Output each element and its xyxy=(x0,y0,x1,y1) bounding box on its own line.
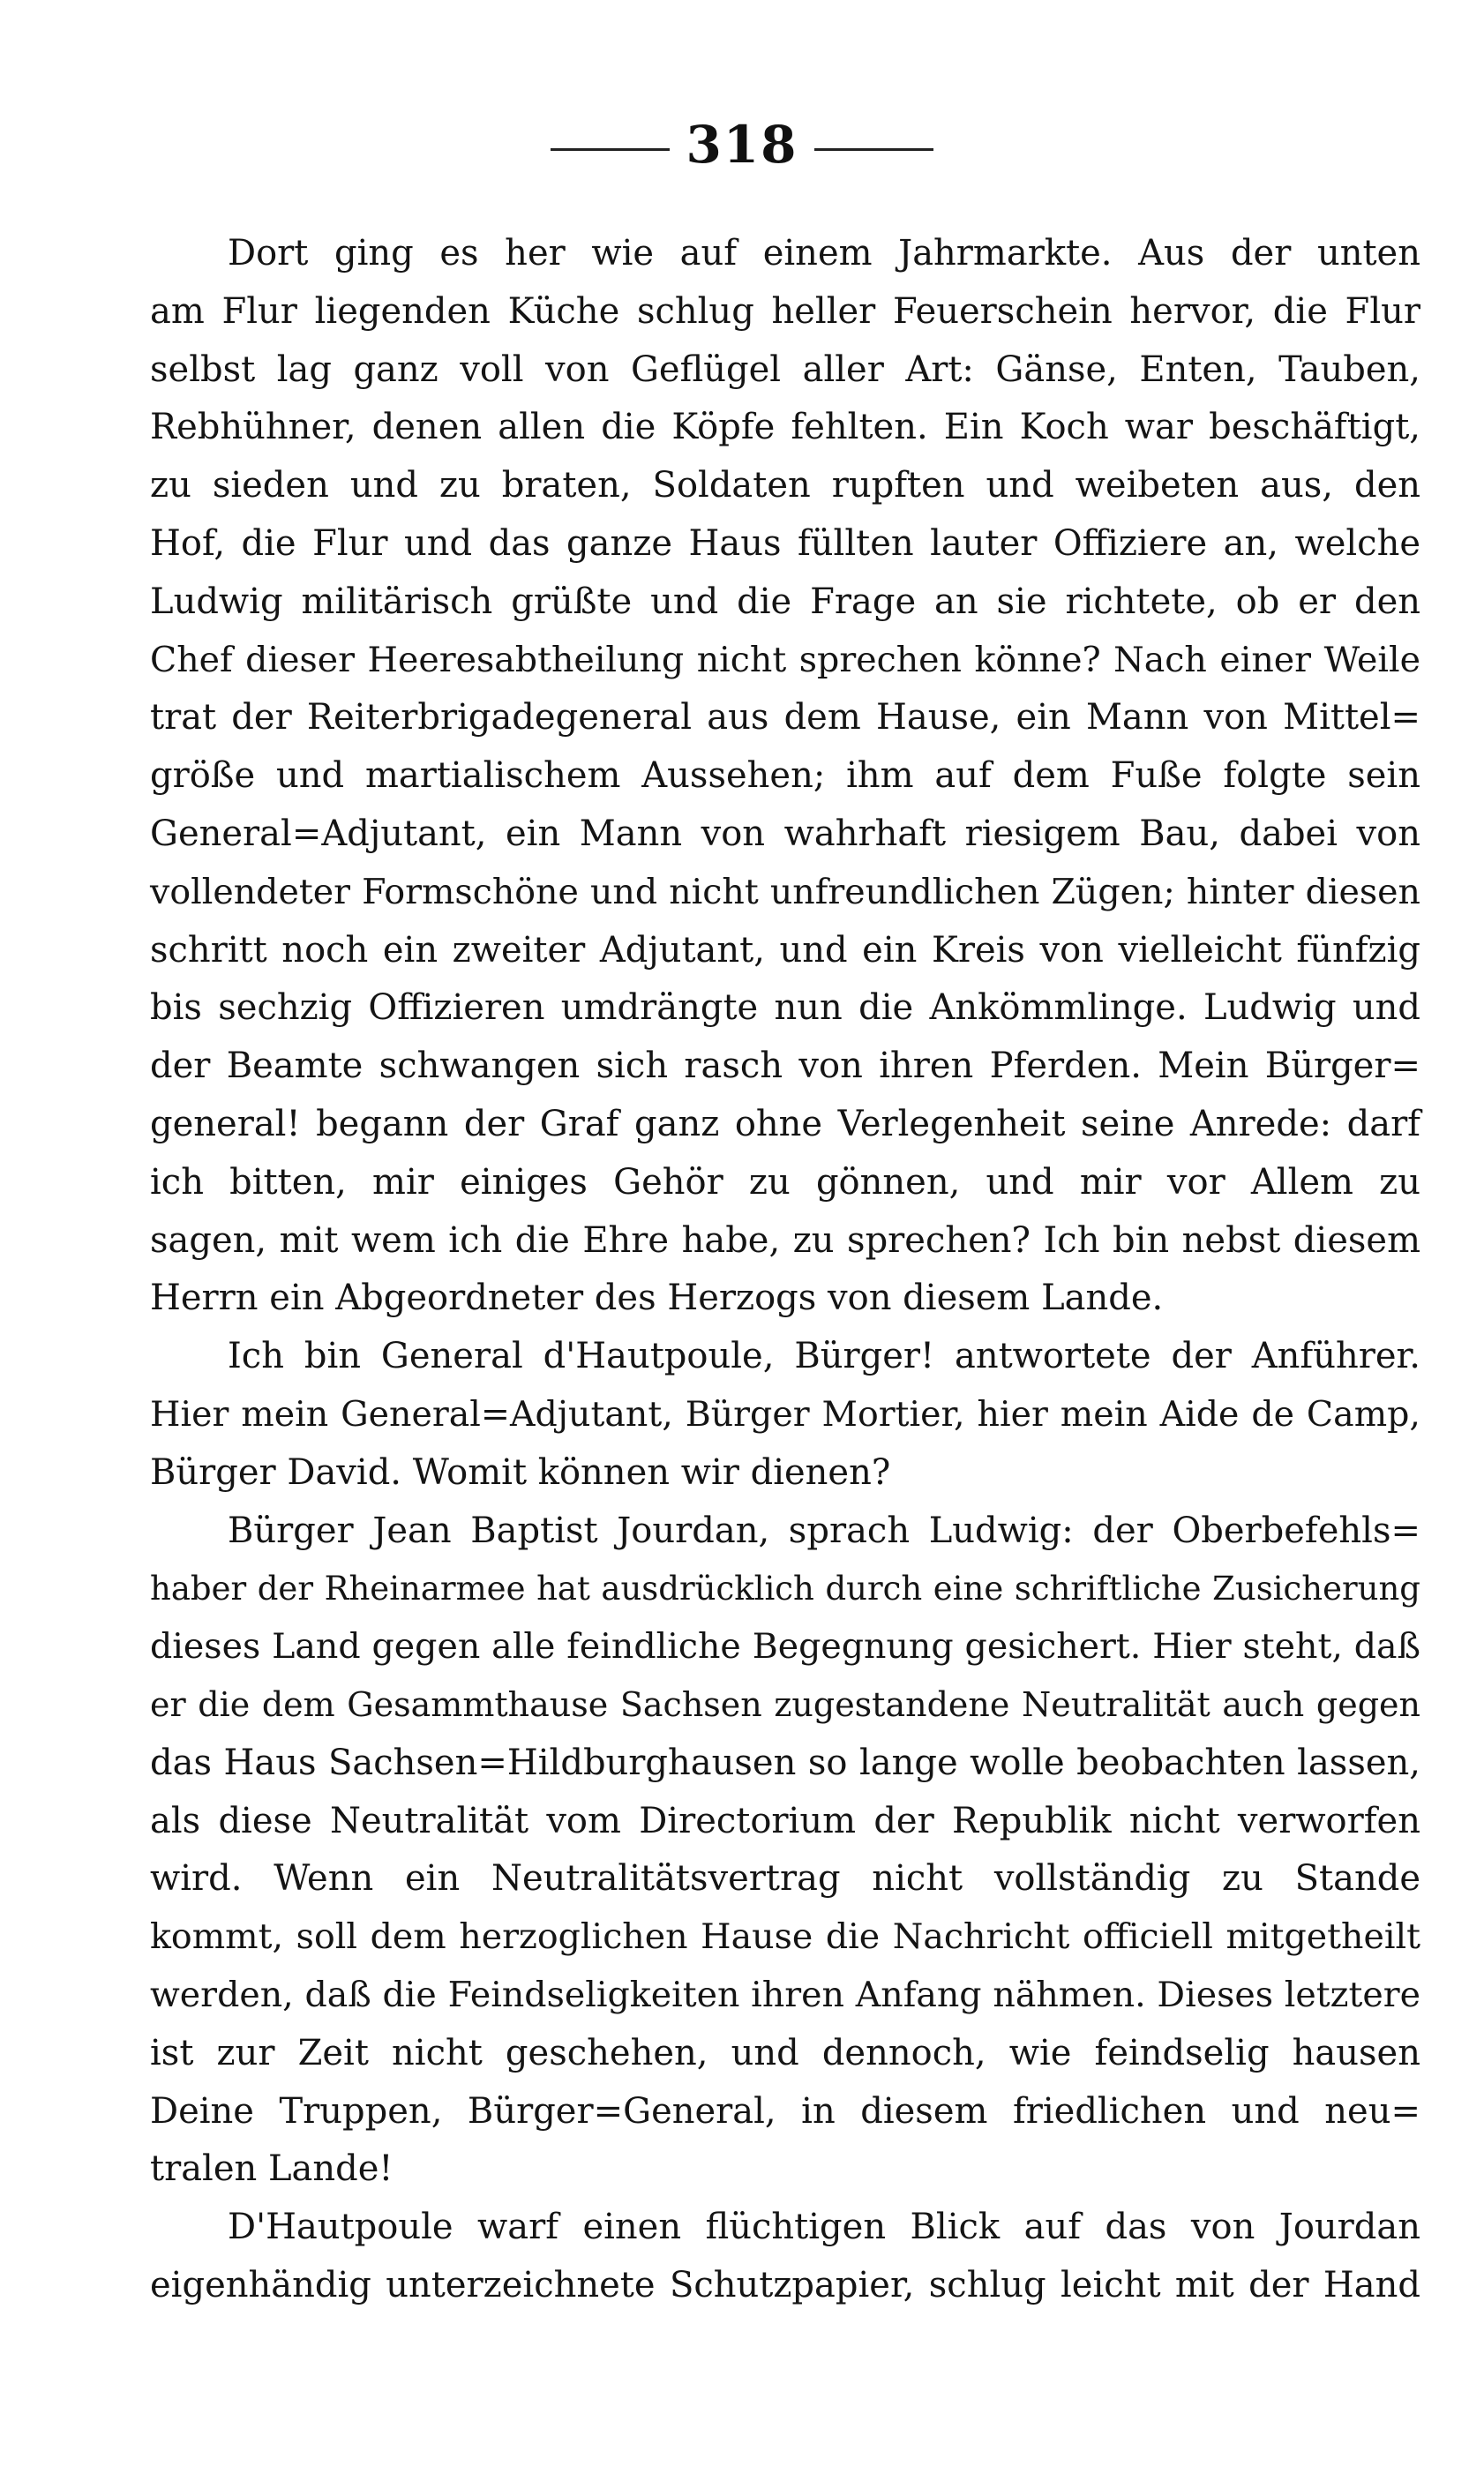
text-line: das Haus Sachsen=Hildburghausen so lange wolle beobachten lassen, xyxy=(150,1742,1420,1783)
text-line: zu sieden und zu braten, Soldaten rupften und weibeten aus, den xyxy=(150,465,1420,506)
text-line: Deine Truppen, Bürger=General, in diesem friedlichen und neu= xyxy=(150,2090,1420,2132)
page-number: 318 xyxy=(686,115,798,175)
text-line: Dort ging es her wie auf einem Jahrmarkte. Aus der unten xyxy=(228,233,1420,274)
header-rule-right xyxy=(814,148,933,151)
header-rule-left xyxy=(551,148,670,151)
page-header xyxy=(0,115,1484,175)
text-line: Hof, die Flur und das ganze Haus füllten lauter Offiziere an, welche xyxy=(150,522,1420,564)
text-line: Hier mein General=Adjutant, Bürger Mortier, hier mein Aide de Camp, xyxy=(150,1393,1420,1435)
text-line: Herrn ein Abgeordneter des Herzogs von diesem Lande. xyxy=(150,1278,1164,1319)
text-line: wird. Wenn ein Neutralitätsvertrag nicht vollständig zu Stande xyxy=(150,1858,1420,1900)
text-line: der Beamte schwangen sich rasch von ihren Pferden. Mein Bürger= xyxy=(150,1046,1420,1087)
text-line: ist zur Zeit nicht geschehen, und dennoch, wie feindselig hausen xyxy=(150,2032,1420,2073)
text-line: sagen, mit wem ich die Ehre habe, zu sprechen? Ich bin nebst diesem xyxy=(150,1219,1420,1261)
text-line: Rebhühner, denen allen die Köpfe fehlten. Ein Koch war beschäftigt, xyxy=(150,407,1420,448)
text-line: dieses Land gegen alle feindliche Begegnung gesichert. Hier steht, daß xyxy=(150,1626,1420,1668)
text-line: er die dem Gesammthause Sachsen zugestandene Neutralität auch gegen xyxy=(150,1684,1420,1724)
text-line: kommt, soll dem herzoglichen Hause die Nachricht officiell mitgetheilt xyxy=(150,1916,1420,1958)
text-line: am Flur liegenden Küche schlug heller Feuerschein hervor, die Flur xyxy=(150,290,1420,332)
text-line: schritt noch ein zweiter Adjutant, und ein Kreis von vielleicht fünfzig xyxy=(150,929,1420,971)
text-line: D'Hautpoule warf einen flüchtigen Blick auf das von Jourdan xyxy=(228,2207,1420,2248)
text-line: Bürger Jean Baptist Jourdan, sprach Ludwig: der Oberbefehls= xyxy=(228,1510,1420,1551)
text-line: haber der Rheinarmee hat ausdrücklich durch eine schriftliche Zusicherung xyxy=(150,1570,1420,1608)
text-line: Chef dieser Heeresabtheilung nicht sprechen könne? Nach einer Weile xyxy=(150,639,1420,680)
text-line: trat der Reiterbrigadegeneral aus dem Hause, ein Mann von Mittel= xyxy=(150,697,1420,738)
text-line: als diese Neutralität vom Directorium der Republik nicht verworfen xyxy=(150,1800,1420,1841)
text-line: Bürger David. Womit können wir dienen? xyxy=(150,1451,891,1493)
text-line: bis sechzig Offizieren umdrängte nun die Ankömmlinge. Ludwig und xyxy=(150,987,1420,1029)
text-line: General=Adjutant, ein Mann von wahrhaft riesigem Bau, dabei von xyxy=(150,813,1420,854)
text-line: größe und martialischem Aussehen; ihm auf dem Fuße folgte sein xyxy=(150,755,1420,797)
body-text xyxy=(150,225,1420,2315)
text-line: tralen Lande! xyxy=(150,2148,393,2190)
text-line: Ich bin General d'Hautpoule, Bürger! antwortete der Anführer. xyxy=(228,1336,1420,1377)
text-line: selbst lag ganz voll von Geflügel aller Art: Gänse, Enten, Tauben, xyxy=(150,349,1420,390)
text-line: werden, daß die Feindseligkeiten ihren Anfang nähmen. Dieses letztere xyxy=(150,1974,1420,2015)
text-line: vollendeter Formschöne und nicht unfreundlichen Zügen; hinter diesen xyxy=(150,871,1420,912)
text-line: ich bitten, mir einiges Gehör zu gönnen, und mir vor Allem zu xyxy=(150,1161,1420,1203)
text-line: Ludwig militärisch grüßte und die Frage an sie richtete, ob er den xyxy=(150,581,1420,622)
text-line: general! begann der Graf ganz ohne Verlegenheit seine Anrede: darf xyxy=(150,1103,1420,1144)
text-line: eigenhändig unterzeichnete Schutzpapier, schlug leicht mit der Hand xyxy=(150,2264,1420,2305)
